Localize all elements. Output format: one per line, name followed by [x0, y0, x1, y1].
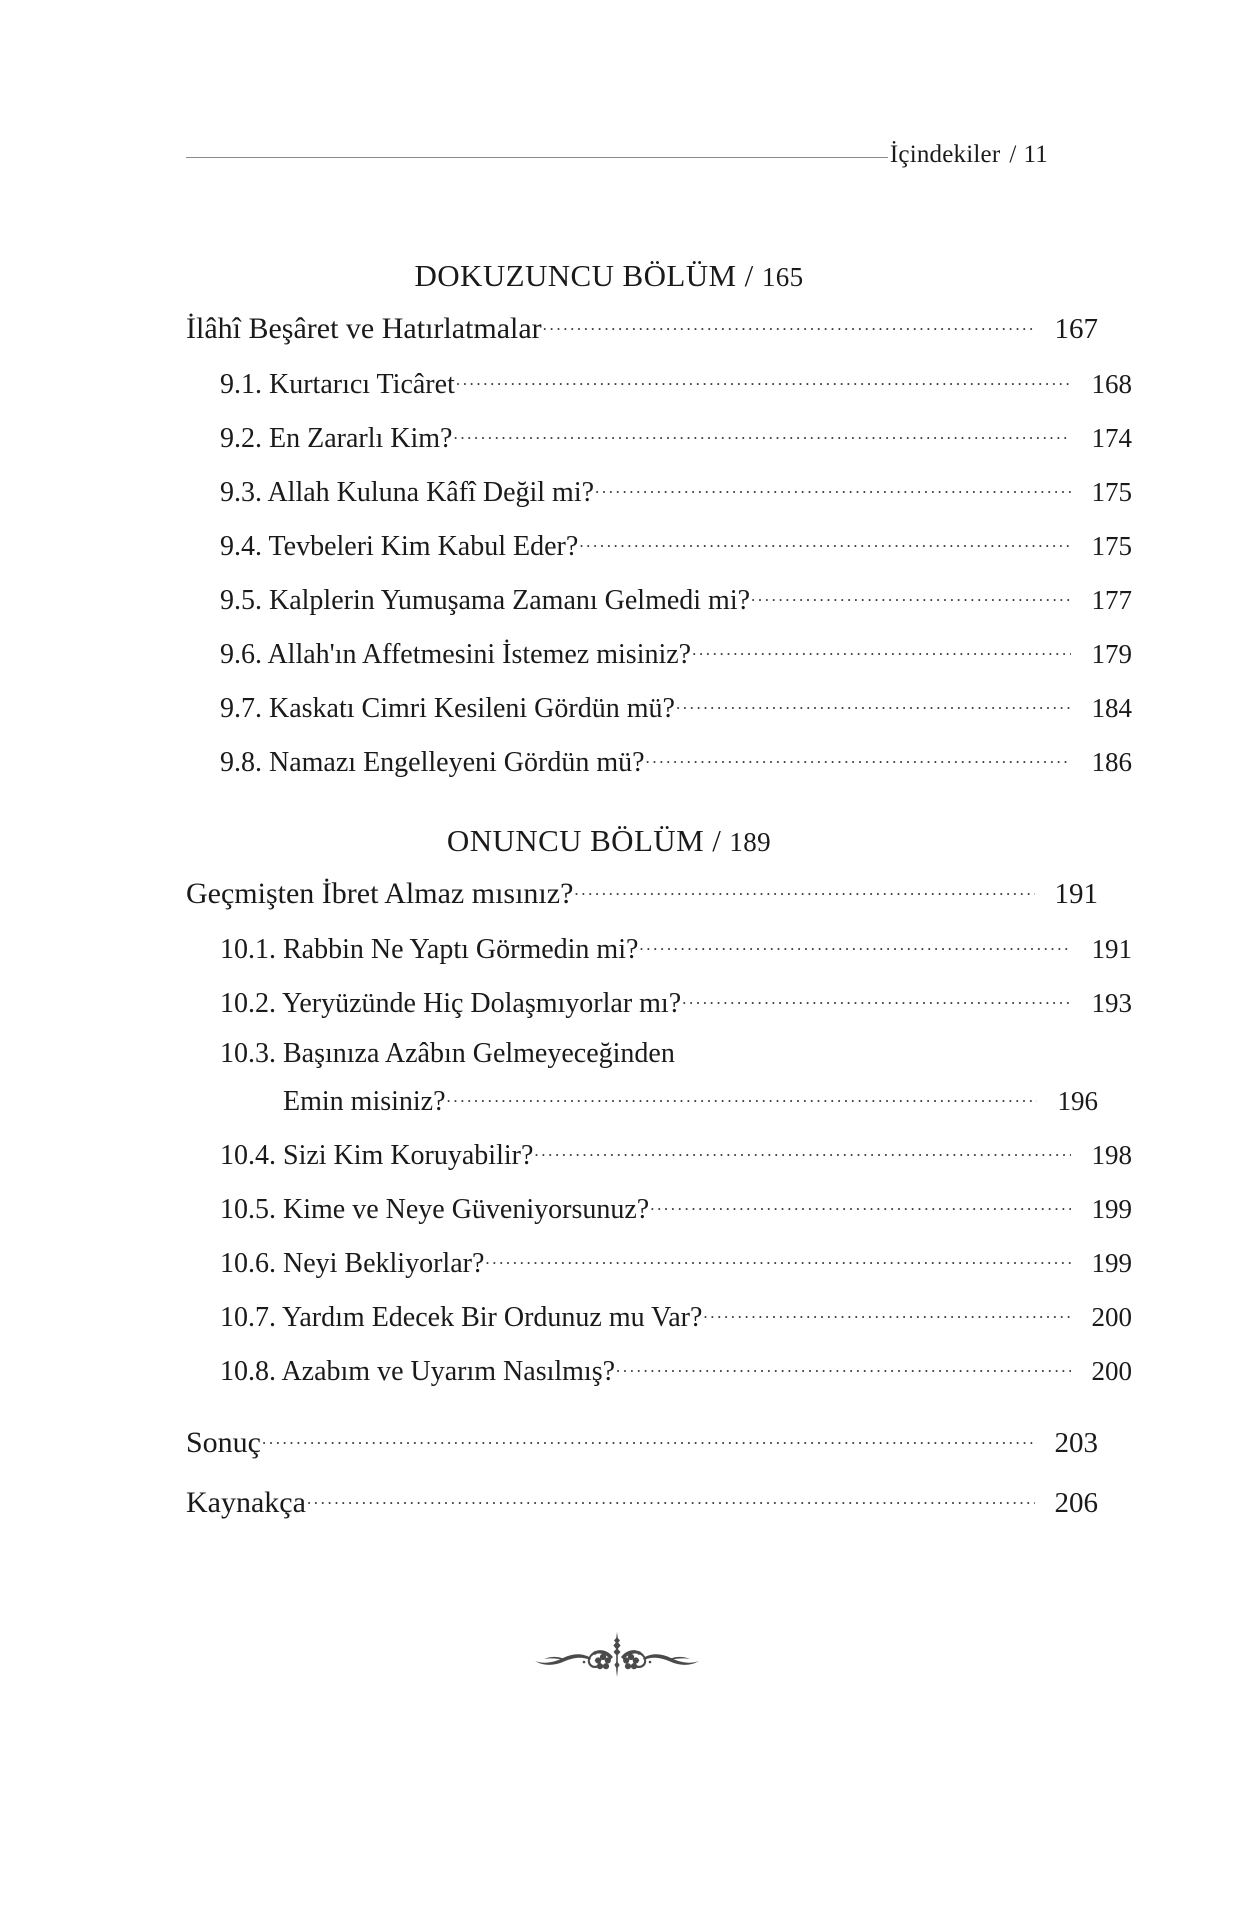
- toc-entry-label: 10.8. Azabım ve Uyarım Nasılmış?: [220, 1356, 616, 1387]
- toc-entry-label: 9.3. Allah Kuluna Kâfî Değil mi?: [220, 477, 595, 508]
- chapter-heading-nine: [186, 258, 1098, 294]
- dot-leader: [595, 473, 1071, 501]
- dot-leader: [307, 1482, 1035, 1512]
- toc-entry-page: 174: [1091, 423, 1132, 453]
- dot-leader: [543, 308, 1035, 338]
- toc-entry-label: 10.7. Yardım Edecek Bir Ordunuz mu Var?: [220, 1302, 703, 1333]
- toc-section-label: İlâhî Beşâret ve Hatırlatmalar: [186, 312, 542, 345]
- toc-entry-label: 9.5. Kalplerin Yumuşama Zamanı Gelmedi mi?: [220, 585, 751, 616]
- toc-entry-second-line: [220, 1082, 1098, 1118]
- toc-entry-row[interactable]: [186, 689, 1132, 725]
- toc-entry-row[interactable]: [186, 473, 1132, 509]
- chapter-heading-ten-label: ONUNCU BÖLÜM: [446, 823, 705, 858]
- chapter-heading-nine-separator: /: [744, 258, 754, 293]
- dot-leader: [751, 581, 1071, 609]
- toc-entry-page: 186: [1091, 747, 1132, 777]
- toc-entry-page: 196: [1057, 1086, 1098, 1116]
- toc-backmatter-page: 206: [1054, 1487, 1098, 1519]
- header-title-block: [888, 141, 1048, 169]
- running-header: [186, 138, 1048, 172]
- dot-leader: [639, 930, 1071, 958]
- dot-leader: [650, 1190, 1071, 1218]
- dot-leader: [703, 1298, 1071, 1326]
- toc-entry-label-line-one: 10.3. Başınıza Azâbın Gelmeyeceğinden: [220, 1038, 675, 1069]
- back-matter-gap: [186, 1406, 1098, 1422]
- toc-entry-page: 179: [1091, 639, 1132, 669]
- dot-leader: [485, 1244, 1071, 1272]
- toc-entry-label: 9.1. Kurtarıcı Ticâret: [220, 369, 455, 400]
- chapter-heading-ten: [186, 823, 1098, 859]
- toc-entry-row[interactable]: [186, 1136, 1132, 1172]
- toc-entry-label: 9.7. Kaskatı Cimri Kesileni Gördün mü?: [220, 693, 675, 724]
- toc-entry-label: 9.2. En Zararlı Kim?: [220, 423, 453, 454]
- header-separator: /: [1009, 141, 1017, 168]
- chapter-heading-ten-page: 189: [729, 827, 772, 857]
- toc-entry-page: 200: [1091, 1302, 1132, 1332]
- chapter-heading-nine-page: 165: [761, 262, 804, 292]
- toc-entry-row[interactable]: [186, 1190, 1132, 1226]
- toc-backmatter-label: Kaynakça: [186, 1486, 306, 1519]
- toc-backmatter-label: Sonuç: [186, 1426, 261, 1459]
- toc-entry-page: 191: [1091, 934, 1132, 964]
- toc-entry-page: 184: [1091, 693, 1132, 723]
- chapter-heading-ten-separator: /: [712, 823, 722, 858]
- toc-entry-row[interactable]: [186, 930, 1132, 966]
- toc-backmatter-page: 203: [1054, 1427, 1098, 1459]
- toc-entry-page: 175: [1091, 531, 1132, 561]
- header-title: İçindekiler: [889, 141, 1001, 168]
- section-gap: [186, 797, 1098, 823]
- dot-leader: [682, 984, 1071, 1012]
- chapter-heading-nine-label: DOKUZUNCU BÖLÜM: [414, 258, 737, 293]
- dot-leader: [574, 873, 1035, 903]
- dot-leader: [453, 419, 1071, 447]
- toc-entry-label-line-two: Emin misiniz?: [283, 1086, 446, 1117]
- toc-entry-page: 198: [1091, 1140, 1132, 1170]
- toc-entry-row[interactable]: [186, 365, 1132, 401]
- floral-flourish-ornament: [517, 1620, 717, 1690]
- dot-leader: [692, 635, 1071, 663]
- toc-section-page: 167: [1054, 313, 1098, 345]
- toc-entry-row[interactable]: [186, 1244, 1132, 1280]
- toc-entry-row-wrapped[interactable]: [186, 1038, 1098, 1118]
- toc-entry-row[interactable]: [186, 635, 1132, 671]
- toc-section-row[interactable]: [186, 308, 1098, 346]
- toc-entry-page: 175: [1091, 477, 1132, 507]
- toc-backmatter-row[interactable]: [186, 1422, 1098, 1460]
- header-page-number: 11: [1023, 141, 1048, 168]
- toc-backmatter-row[interactable]: [186, 1482, 1098, 1520]
- toc-section-page: 191: [1054, 878, 1098, 910]
- page-ornament: [0, 1620, 1234, 1690]
- dot-leader: [579, 527, 1071, 555]
- dot-leader: [676, 689, 1071, 717]
- toc-entry-label: 9.8. Namazı Engelleyeni Gördün mü?: [220, 747, 645, 778]
- toc-entry-label: 10.1. Rabbin Ne Yaptı Görmedin mi?: [220, 934, 639, 965]
- toc-entry-row[interactable]: [186, 743, 1132, 779]
- toc-entry-label: 9.6. Allah'ın Affetmesini İstemez misiniz?: [220, 639, 692, 670]
- toc-section-row[interactable]: [186, 873, 1098, 911]
- toc-entry-label: 10.2. Yeryüzünde Hiç Dolaşmıyorlar mı?: [220, 988, 682, 1019]
- dot-leader: [447, 1082, 1037, 1110]
- toc-entry-row[interactable]: [186, 581, 1132, 617]
- dot-leader: [616, 1352, 1071, 1380]
- toc-content: [186, 258, 1132, 1542]
- toc-entry-row[interactable]: [186, 1298, 1132, 1334]
- toc-entry-page: 193: [1091, 988, 1132, 1018]
- toc-entry-row[interactable]: [186, 419, 1132, 455]
- toc-section-label: Geçmişten İbret Almaz mısınız?: [186, 877, 574, 910]
- toc-entry-label: 10.4. Sizi Kim Koruyabilir?: [220, 1140, 534, 1171]
- dot-leader: [646, 743, 1071, 771]
- dot-leader: [456, 365, 1071, 393]
- toc-entry-row[interactable]: [186, 984, 1132, 1020]
- toc-entry-page: 200: [1091, 1356, 1132, 1386]
- toc-entry-label: 10.6. Neyi Bekliyorlar?: [220, 1248, 485, 1279]
- toc-entry-page: 177: [1091, 585, 1132, 615]
- dot-leader: [534, 1136, 1071, 1164]
- toc-entry-page: 168: [1091, 369, 1132, 399]
- toc-entry-row[interactable]: [186, 527, 1132, 563]
- toc-entry-label: 10.5. Kime ve Neye Güveniyorsunuz?: [220, 1194, 650, 1225]
- header-rule: [186, 157, 888, 158]
- toc-entry-label: 9.4. Tevbeleri Kim Kabul Eder?: [220, 531, 579, 562]
- dot-leader: [262, 1422, 1035, 1452]
- toc-entry-page: 199: [1091, 1248, 1132, 1278]
- toc-entry-row[interactable]: [186, 1352, 1132, 1388]
- toc-entry-page: 199: [1091, 1194, 1132, 1224]
